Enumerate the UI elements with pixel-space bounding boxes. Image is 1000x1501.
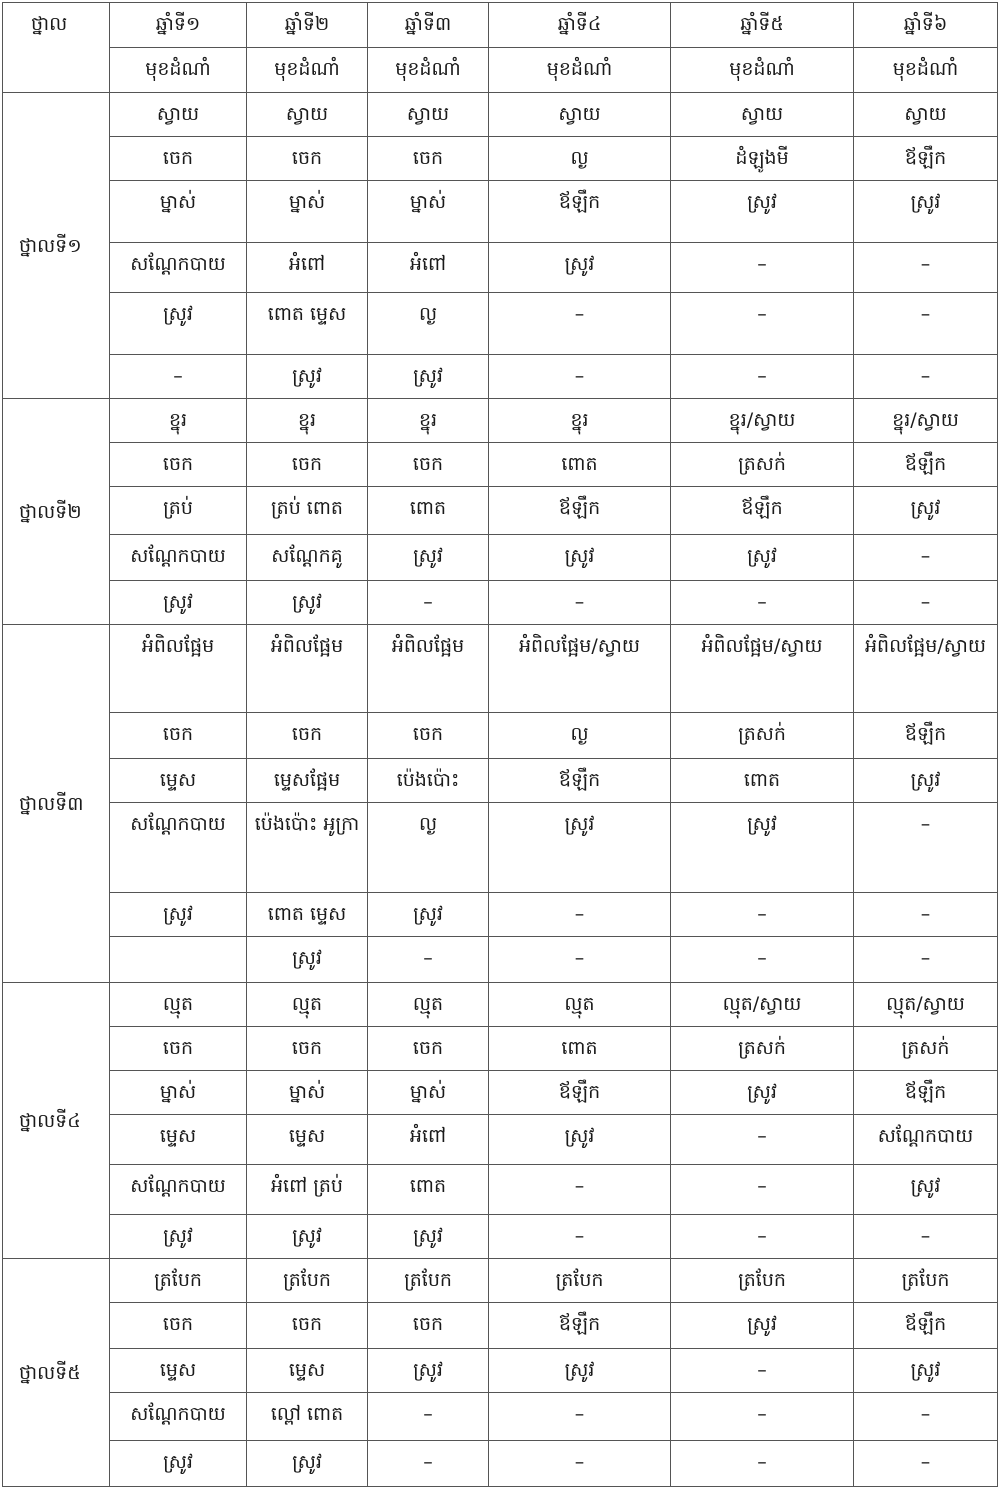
- crop-cell: –: [671, 243, 854, 293]
- crop-cell: ស្រូវ: [671, 803, 854, 893]
- crop-cell: ឪឡឹក: [854, 713, 998, 759]
- table-body: [3, 93, 998, 1487]
- crop-cell: ស្រូវ: [110, 293, 247, 355]
- year-header: ឆ្នាំទី៤: [489, 3, 671, 48]
- table-row: [3, 713, 998, 759]
- crop-cell: –: [368, 937, 489, 983]
- table-row: [3, 535, 998, 581]
- crop-cell: [110, 937, 247, 983]
- table-row: [3, 1393, 998, 1441]
- crop-cell: ល្ង: [368, 293, 489, 355]
- crop-cell: ស្រូវ: [247, 1215, 368, 1259]
- plot-label: ថ្នាលទី៣: [3, 625, 110, 983]
- crop-subheader: មុខដំណាំ: [854, 48, 998, 93]
- crop-cell: សណ្តែកបាយ: [854, 1115, 998, 1165]
- crop-cell: –: [489, 1441, 671, 1487]
- year-header: ឆ្នាំទី៣: [368, 3, 489, 48]
- crop-cell: ចេក: [110, 1303, 247, 1349]
- crop-cell: ចេក: [110, 443, 247, 487]
- crop-cell: ម្ទេសផ្អែម: [247, 759, 368, 803]
- crop-cell: –: [854, 1215, 998, 1259]
- crop-cell: ពោត: [489, 443, 671, 487]
- crop-cell: –: [489, 1165, 671, 1215]
- crop-cell: ពោត: [368, 487, 489, 535]
- crop-cell: ត្រប់ ពោត: [247, 487, 368, 535]
- crop-cell: ត្រប់: [110, 487, 247, 535]
- crop-cell: អំពៅ ត្រប់: [247, 1165, 368, 1215]
- crop-cell: ចេក: [110, 1027, 247, 1071]
- crop-cell: អំពៅ: [247, 243, 368, 293]
- crop-cell: ខ្នុរ/ស្វាយ: [671, 399, 854, 443]
- table-row: [3, 443, 998, 487]
- crop-cell: ត្រសក់: [854, 1027, 998, 1071]
- crop-cell: –: [368, 1393, 489, 1441]
- crop-cell: ល្មុត/ស្វាយ: [854, 983, 998, 1027]
- crop-cell: ស្រូវ: [671, 1303, 854, 1349]
- crop-subheader: មុខដំណាំ: [110, 48, 247, 93]
- crop-cell: ម្នាស់: [110, 181, 247, 243]
- crop-cell: ឪឡឹក: [854, 1071, 998, 1115]
- crop-cell: ខ្នុរ: [247, 399, 368, 443]
- crop-cell: ប៉េងប៉ោះ: [368, 759, 489, 803]
- crop-cell: ខ្នុរ/ស្វាយ: [854, 399, 998, 443]
- table-row: [3, 243, 998, 293]
- plot-label: ថ្នាលទី២: [3, 399, 110, 625]
- table-row: [3, 1115, 998, 1165]
- crop-cell: ល្មុត: [368, 983, 489, 1027]
- crop-cell: ខ្នុរ: [489, 399, 671, 443]
- crop-cell: ឪឡឹក: [854, 1303, 998, 1349]
- crop-cell: ឪឡឹក: [854, 443, 998, 487]
- crop-cell: –: [368, 581, 489, 625]
- crop-cell: ចេក: [247, 713, 368, 759]
- table-row: [3, 581, 998, 625]
- crop-cell: ម្នាស់: [368, 1071, 489, 1115]
- table-row: [3, 1349, 998, 1393]
- crop-cell: ឪឡឹក: [489, 759, 671, 803]
- crop-cell: ស្រូវ: [247, 355, 368, 399]
- table-row: [3, 355, 998, 399]
- crop-cell: –: [854, 937, 998, 983]
- crop-cell: ស្រូវ: [110, 581, 247, 625]
- crop-cell: សណ្តែកគូ: [247, 535, 368, 581]
- crop-cell: ចេក: [368, 1303, 489, 1349]
- crop-cell: អំពិលផ្អែម/ស្វាយ: [489, 625, 671, 713]
- crop-cell: ឪឡឹក: [489, 181, 671, 243]
- crop-cell: ចេក: [247, 137, 368, 181]
- plot-label: ថ្នាលទី៥: [3, 1259, 110, 1487]
- crop-cell: ស្រូវ: [489, 243, 671, 293]
- crop-cell: –: [854, 1441, 998, 1487]
- crop-cell: ចេក: [368, 137, 489, 181]
- table-row: [3, 1259, 998, 1303]
- crop-cell: ឪឡឹក: [671, 487, 854, 535]
- table-row: [3, 983, 998, 1027]
- year-header: ឆ្នាំទី២: [247, 3, 368, 48]
- crop-cell: ស្រូវ: [368, 535, 489, 581]
- table-row: [3, 181, 998, 243]
- crop-cell: ត្របែក: [368, 1259, 489, 1303]
- crop-cell: ឪឡឹក: [489, 1303, 671, 1349]
- crop-cell: ចេក: [247, 1027, 368, 1071]
- crop-cell: –: [671, 1165, 854, 1215]
- crop-cell: ស្រូវ: [489, 535, 671, 581]
- crop-cell: ត្របែក: [671, 1259, 854, 1303]
- plot-label: ថ្នាលទី៤: [3, 983, 110, 1259]
- crop-cell: –: [671, 1393, 854, 1441]
- table-row: [3, 293, 998, 355]
- crop-cell: ម្នាស់: [247, 1071, 368, 1115]
- crop-cell: –: [489, 893, 671, 937]
- table-row: [3, 1215, 998, 1259]
- crop-cell: –: [671, 355, 854, 399]
- crop-subheader: មុខដំណាំ: [489, 48, 671, 93]
- crop-cell: ល្មុត/ស្វាយ: [671, 983, 854, 1027]
- crop-cell: ម្ទេស: [110, 1115, 247, 1165]
- crop-cell: –: [854, 893, 998, 937]
- crop-cell: –: [489, 1393, 671, 1441]
- crop-cell: សណ្តែកបាយ: [110, 243, 247, 293]
- crop-cell: –: [854, 1393, 998, 1441]
- table-row: [3, 1303, 998, 1349]
- crop-cell: ស្រូវ: [368, 893, 489, 937]
- crop-cell: អំពៅ: [368, 1115, 489, 1165]
- crop-cell: ស្រូវ: [671, 535, 854, 581]
- crop-cell: ចេក: [247, 1303, 368, 1349]
- crop-cell: –: [368, 1441, 489, 1487]
- crop-cell: ស្រូវ: [368, 355, 489, 399]
- crop-cell: ម្ទេស: [110, 1349, 247, 1393]
- crop-cell: សណ្តែកបាយ: [110, 803, 247, 893]
- table-row: [3, 1071, 998, 1115]
- crop-cell: –: [671, 581, 854, 625]
- crop-cell: អំពិលផ្អែម: [368, 625, 489, 713]
- crop-cell: ខ្នុរ: [368, 399, 489, 443]
- crop-subheader: មុខដំណាំ: [247, 48, 368, 93]
- crop-cell: ចេក: [368, 713, 489, 759]
- crop-cell: ម្ទេស: [247, 1115, 368, 1165]
- crop-cell: ស្រូវ: [671, 181, 854, 243]
- crop-cell: –: [854, 243, 998, 293]
- crop-cell: អំពិលផ្អែម/ស្វាយ: [854, 625, 998, 713]
- crop-cell: សណ្តែកបាយ: [110, 535, 247, 581]
- crop-cell: ស្វាយ: [489, 93, 671, 137]
- crop-cell: –: [489, 581, 671, 625]
- crop-cell: ម្នាស់: [368, 181, 489, 243]
- crop-cell: ល្មុត: [110, 983, 247, 1027]
- crop-cell: ស្រូវ: [368, 1215, 489, 1259]
- crop-cell: ស្រូវ: [368, 1349, 489, 1393]
- table-row: [3, 1165, 998, 1215]
- crop-cell: ចេក: [110, 713, 247, 759]
- crop-cell: ត្របែក: [247, 1259, 368, 1303]
- crop-cell: ឪឡឹក: [854, 137, 998, 181]
- crop-cell: ពោត: [671, 759, 854, 803]
- crop-cell: ត្របែក: [489, 1259, 671, 1303]
- crop-cell: អំពិលផ្អែម: [110, 625, 247, 713]
- crop-cell: ស្រូវ: [854, 1349, 998, 1393]
- crop-cell: សណ្តែកបាយ: [110, 1165, 247, 1215]
- plot-column-header: ថ្នាល: [3, 3, 110, 93]
- year-header: ឆ្នាំទី៦: [854, 3, 998, 48]
- crop-cell: –: [854, 355, 998, 399]
- crop-cell: –: [489, 937, 671, 983]
- crop-cell: ស្រូវ: [489, 803, 671, 893]
- crop-cell: –: [671, 293, 854, 355]
- crop-subheader: មុខដំណាំ: [671, 48, 854, 93]
- crop-cell: ស្រូវ: [854, 181, 998, 243]
- crop-cell: ត្រសក់: [671, 443, 854, 487]
- crop-cell: –: [854, 293, 998, 355]
- crop-cell: –: [671, 937, 854, 983]
- table-row: [3, 487, 998, 535]
- crop-cell: ស្រូវ: [247, 581, 368, 625]
- crop-cell: ស្រូវ: [671, 1071, 854, 1115]
- crop-cell: សណ្តែកបាយ: [110, 1393, 247, 1441]
- crop-cell: ត្របែក: [854, 1259, 998, 1303]
- crop-cell: ដំឡូងមី: [671, 137, 854, 181]
- crop-cell: ប៉េងប៉ោះ អូក្រា: [247, 803, 368, 893]
- crop-cell: ស្រូវ: [110, 1441, 247, 1487]
- table-row: [3, 937, 998, 983]
- table-row: [3, 399, 998, 443]
- crop-cell: ពោត: [489, 1027, 671, 1071]
- crop-cell: ស្រូវ: [854, 487, 998, 535]
- crop-cell: ស្រូវ: [854, 1165, 998, 1215]
- table-row: [3, 137, 998, 181]
- table-row: [3, 803, 998, 893]
- crop-cell: ល្មុត: [489, 983, 671, 1027]
- crop-cell: –: [671, 1215, 854, 1259]
- crop-cell: ត្របែក: [110, 1259, 247, 1303]
- crop-cell: –: [489, 1215, 671, 1259]
- crop-cell: ពោត ម្ទេស: [247, 293, 368, 355]
- crop-cell: –: [489, 355, 671, 399]
- crop-cell: ស្វាយ: [247, 93, 368, 137]
- crop-cell: ចេក: [368, 1027, 489, 1071]
- crop-cell: ចេក: [110, 137, 247, 181]
- crop-cell: ស្រូវ: [489, 1349, 671, 1393]
- crop-cell: ស្រូវ: [854, 759, 998, 803]
- year-header: ឆ្នាំទី៥: [671, 3, 854, 48]
- crop-cell: ស្រូវ: [110, 1215, 247, 1259]
- crop-cell: ស្រូវ: [110, 893, 247, 937]
- crop-cell: ចេក: [247, 443, 368, 487]
- plot-label: ថ្នាលទី១: [3, 93, 110, 399]
- crop-cell: ល្មុត: [247, 983, 368, 1027]
- crop-cell: –: [671, 1441, 854, 1487]
- year-header: ឆ្នាំទី១: [110, 3, 247, 48]
- crop-cell: ស្វាយ: [368, 93, 489, 137]
- crop-cell: ពោត ម្ទេស: [247, 893, 368, 937]
- crop-cell: –: [671, 893, 854, 937]
- crop-cell: ស្វាយ: [671, 93, 854, 137]
- table-row: [3, 1441, 998, 1487]
- crop-subheader: មុខដំណាំ: [368, 48, 489, 93]
- crop-cell: ល្ពៅ ពោត: [247, 1393, 368, 1441]
- crop-cell: ឪឡឹក: [489, 1071, 671, 1115]
- crop-cell: ម្ទេស: [110, 759, 247, 803]
- crop-cell: –: [854, 535, 998, 581]
- crop-cell: ល្ង: [489, 137, 671, 181]
- crop-cell: ចេក: [368, 443, 489, 487]
- crop-cell: ស្រូវ: [489, 1115, 671, 1165]
- crop-cell: ម្នាស់: [110, 1071, 247, 1115]
- crop-cell: ត្រសក់: [671, 1027, 854, 1071]
- table-row: [3, 893, 998, 937]
- crop-cell: –: [671, 1115, 854, 1165]
- crop-cell: អំពិលផ្អែម/ស្វាយ: [671, 625, 854, 713]
- crop-cell: ម្ទេស: [247, 1349, 368, 1393]
- crop-cell: –: [110, 355, 247, 399]
- crop-cell: ពោត: [368, 1165, 489, 1215]
- crop-cell: –: [671, 1349, 854, 1393]
- crop-cell: ស្រូវ: [247, 937, 368, 983]
- crop-cell: ម្នាស់: [247, 181, 368, 243]
- crop-cell: ល្ង: [368, 803, 489, 893]
- crop-cell: ត្រសក់: [671, 713, 854, 759]
- crop-cell: ស្វាយ: [854, 93, 998, 137]
- crop-cell: ឪឡឹក: [489, 487, 671, 535]
- table-row: [3, 93, 998, 137]
- crop-cell: អំពៅ: [368, 243, 489, 293]
- table-row: [3, 1027, 998, 1071]
- crop-cell: –: [854, 581, 998, 625]
- table-row: [3, 625, 998, 713]
- table-row: [3, 759, 998, 803]
- crop-cell: អំពិលផ្អែម: [247, 625, 368, 713]
- crop-cell: ស្រូវ: [247, 1441, 368, 1487]
- crop-cell: ល្ង: [489, 713, 671, 759]
- crop-rotation-table: [2, 2, 998, 1487]
- crop-cell: ខ្នុរ: [110, 399, 247, 443]
- crop-cell: –: [854, 803, 998, 893]
- crop-cell: –: [489, 293, 671, 355]
- crop-cell: ស្វាយ: [110, 93, 247, 137]
